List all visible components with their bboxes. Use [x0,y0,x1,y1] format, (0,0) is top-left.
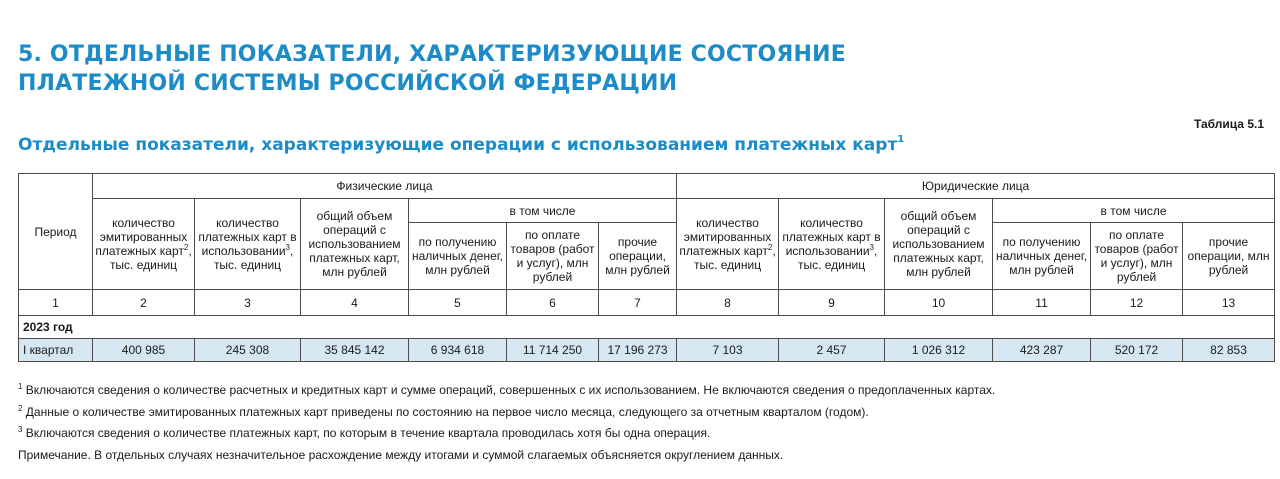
footnote-ref: 1 [897,134,905,145]
row-period: I квартал [19,339,93,362]
header-leg-other: прочие операции, млн рублей [1183,223,1275,290]
header-leg-cards-issued: количество эмитированных платежных карт$^2$, тыс. единиц [677,199,779,290]
year-label: 2023 год [19,316,1275,339]
payment-cards-table [18,173,1275,362]
column-number: 3 [195,290,301,316]
column-number: 13 [1183,290,1275,316]
column-number: 7 [599,290,677,316]
header-legal-entities: Юридические лица [677,174,1275,199]
table-label: Таблица 5.1 [1193,117,1264,131]
column-number: 9 [779,290,885,316]
header-ind-cash: по получению наличных денег, млн рублей [409,223,507,290]
header-ind-total-volume: общий объем операций с использованием платежных карт, млн рублей [301,199,409,290]
footnote-1: $^1$ Включаются сведения о количестве расчетных и кредитных карт и сумме операций, совершенных с их использованием. Не включаются сведения о предоплаченных картах. [18,382,996,397]
cell-ind-total-volume: 35 845 142 [301,339,409,362]
header-period: Период [19,174,93,290]
cell-ind-other: 17 196 273 [599,339,677,362]
cell-leg-cards-used: 2 457 [779,339,885,362]
column-number: 11 [993,290,1091,316]
column-number: 10 [885,290,993,316]
header-leg-payments: по оплате товаров (работ и услуг), млн рублей [1091,223,1183,290]
column-number: 6 [507,290,599,316]
cell-leg-payments: 520 172 [1091,339,1183,362]
cell-ind-payments: 11 714 250 [507,339,599,362]
header-ind-cards-issued: количество эмитированных платежных карт$^2$, тыс. единиц [93,199,195,290]
table-note: Примечание. В отдельных случаях незначительное расхождение между итогами и суммой слагаемых объясняется округлением данных. [18,447,784,462]
header-ind-payments: по оплате товаров (работ и услуг), млн рублей [507,223,599,290]
header-leg-cash: по получению наличных денег, млн рублей [993,223,1091,290]
table-subtitle [18,134,904,155]
cell-leg-cards-issued: 7 103 [677,339,779,362]
cell-ind-cash: 6 934 618 [409,339,507,362]
header-ind-other: прочие операции, млн рублей [599,223,677,290]
section-title [18,40,846,98]
column-numbers-row [19,290,1275,316]
header-leg-total-volume: общий объем операций с использованием платежных карт, млн рублей [885,199,993,290]
section-title-line-1: 5. ОТДЕЛЬНЫЕ ПОКАЗАТЕЛИ, ХАРАКТЕРИЗУЮЩИЕ СОСТОЯНИЕ [18,42,846,67]
column-number: 1 [19,290,93,316]
header-leg-cards-used: количество платежных карт в использовании$^3$, тыс. единиц [779,199,885,290]
cell-ind-cards-used: 245 308 [195,339,301,362]
cell-leg-cash: 423 287 [993,339,1091,362]
column-number: 8 [677,290,779,316]
header-ind-including: в том числе [409,199,677,223]
column-number: 2 [93,290,195,316]
column-number: 5 [409,290,507,316]
year-row [19,316,1275,339]
header-ind-cards-used: количество платежных карт в использовании$^3$, тыс. единиц [195,199,301,290]
column-number: 4 [301,290,409,316]
footnote-2: $^2$ Данные о количестве эмитированных платежных карт приведены по состоянию на первое число месяца, следующего за отчетным кварталом (годом). [18,403,869,419]
header-leg-including: в том числе [993,199,1275,223]
table-row [19,339,1275,362]
header-individuals: Физические лица [93,174,677,199]
footnote-3: $^3$ Включаются сведения о количестве платежных карт, по которым в течение квартала проводилась хотя бы одна операция. [18,425,711,440]
footnotes [18,384,1268,470]
column-number: 12 [1091,290,1183,316]
cell-leg-total-volume: 1 026 312 [885,339,993,362]
cell-leg-other: 82 853 [1183,339,1275,362]
cell-ind-cards-issued: 400 985 [93,339,195,362]
section-title-line-2: ПЛАТЕЖНОЙ СИСТЕМЫ РОССИЙСКОЙ ФЕДЕРАЦИИ [18,71,678,96]
table-subtitle-text: Отдельные показатели, характеризующие операции с использованием платежных карт [18,135,898,155]
